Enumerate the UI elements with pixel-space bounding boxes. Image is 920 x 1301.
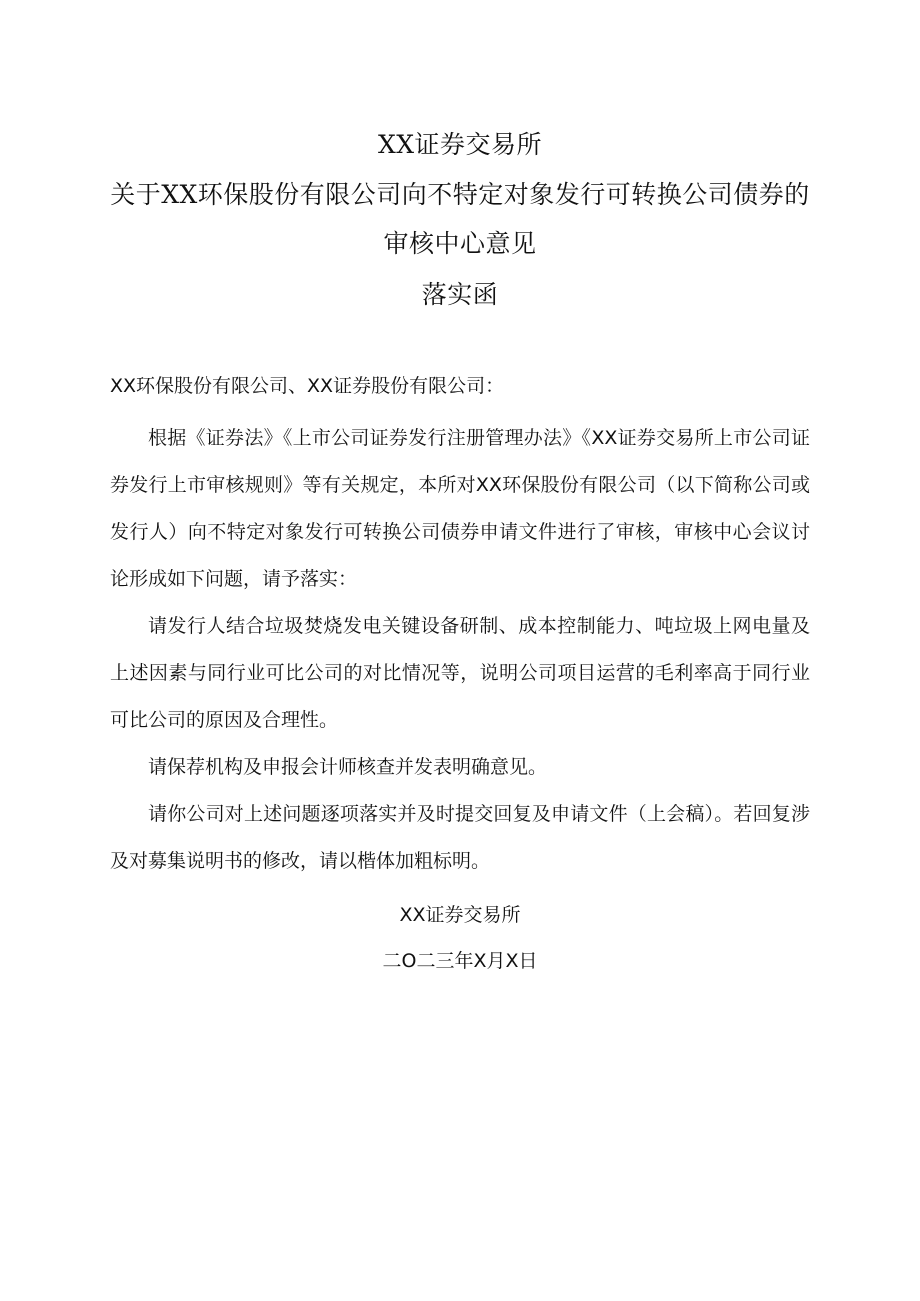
salutation: XX环保股份有限公司、XX证券股份有限公司：	[110, 375, 505, 397]
title-exchange-name: XX证券交易所	[377, 130, 543, 159]
paragraph-basis: 根据《证券法》《上市公司证券发行注册管理办法》《XX证券交易所上市公司证券发行上市审核规则》等有关规定，本所对XX环保股份有限公司（以下简称公司或发行人）向不特定对象发行可转换公司债券申请文件进行了审核，审核中心会议讨论形成如下问题，请予落实：	[110, 427, 810, 590]
title-subject-line: 关于XX环保股份有限公司向不特定对象发行可转换公司债券的	[110, 180, 810, 209]
paragraph-question: 请发行人结合垃圾焚烧发电关键设备研制、成本控制能力、吨垃圾上网电量及上述因素与同行业可比公司的对比情况等，说明公司项目运营的毛利率高于同行业可比公司的原因及合理性。	[110, 615, 810, 731]
title-opinion-line: 审核中心意见	[383, 229, 537, 258]
signature-organization: XX证券交易所	[399, 904, 521, 926]
signature-date: 二O二三年X月X日	[382, 950, 538, 972]
title-letter-type: 落实函	[421, 280, 499, 309]
paragraph-verification: 请保荐机构及申报会计师核查并发表明确意见。	[148, 756, 548, 778]
paragraph-reply-request: 请你公司对上述问题逐项落实并及时提交回复及申请文件（上会稿）。若回复涉及对募集说明书的修改，请以楷体加粗标明。	[110, 803, 810, 872]
